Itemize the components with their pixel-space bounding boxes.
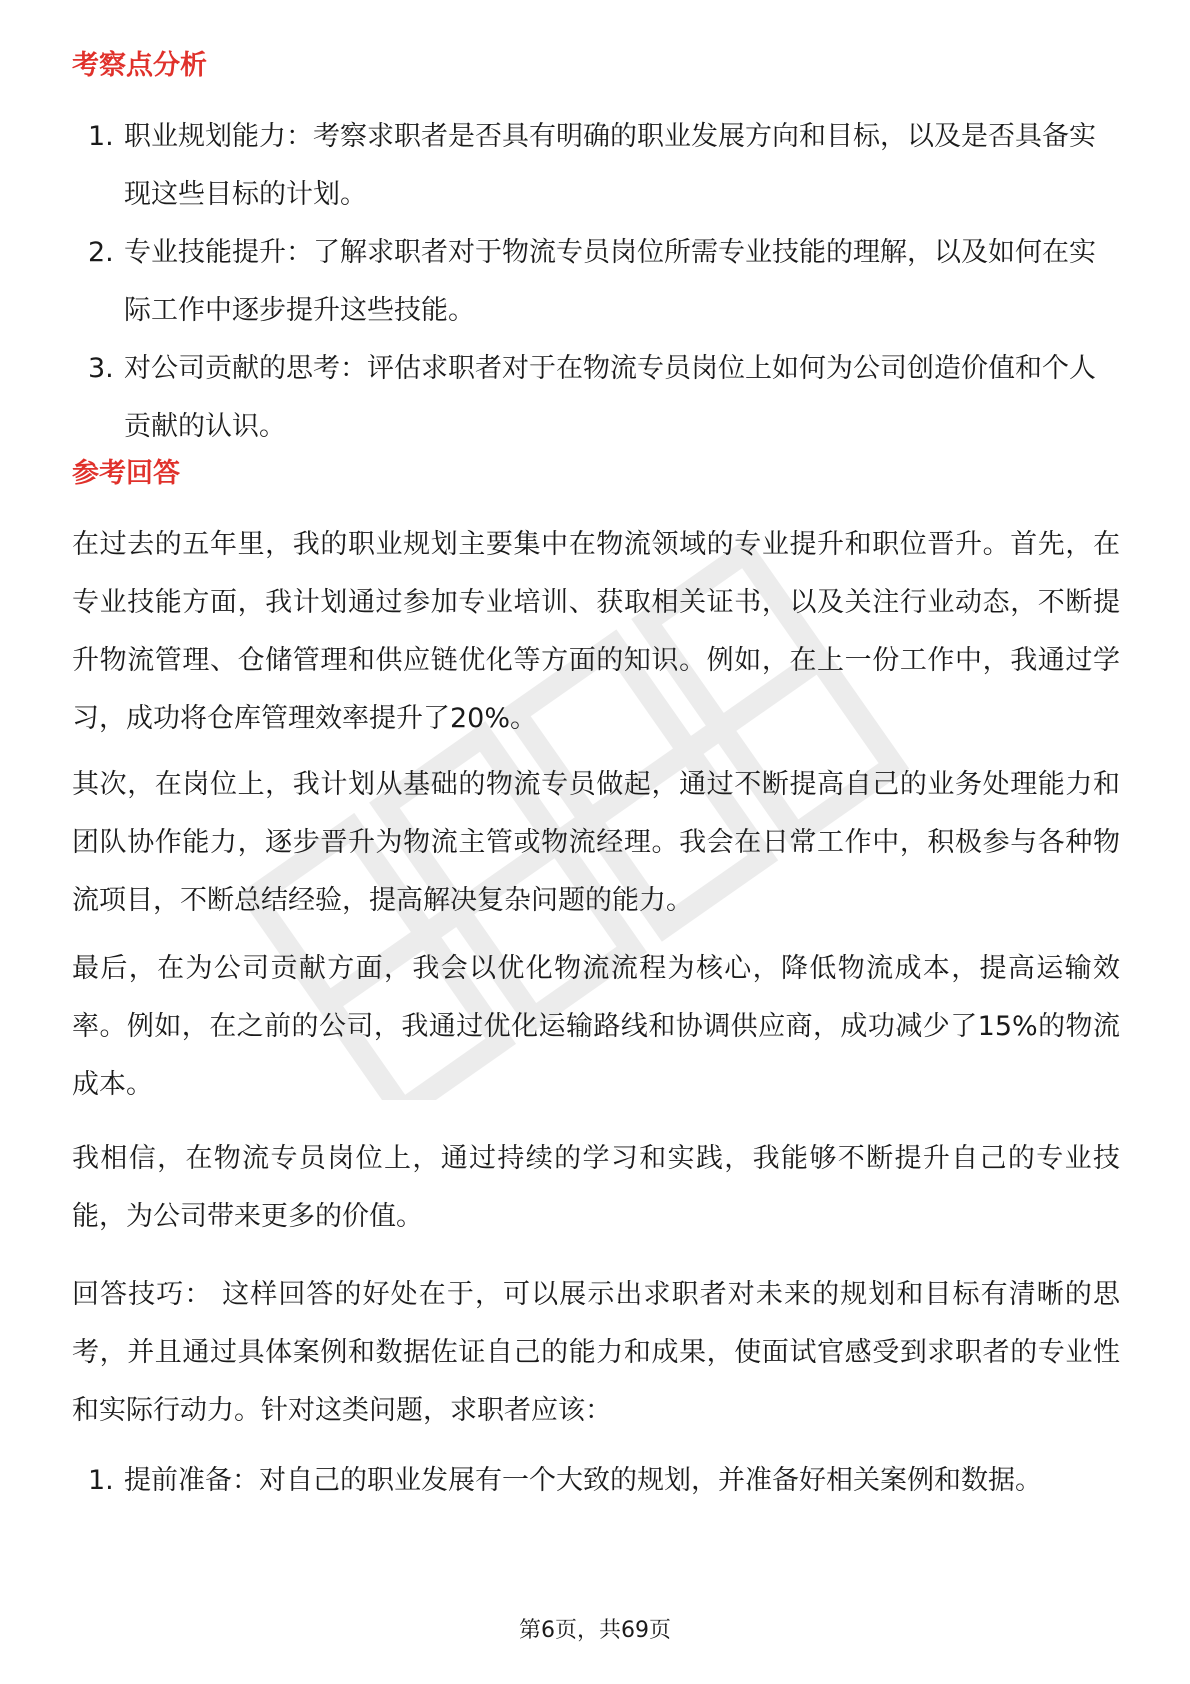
list-item	[72, 340, 1122, 456]
list-item	[72, 108, 1122, 224]
list-item	[72, 224, 1122, 340]
list-item-number: 1.	[88, 121, 114, 152]
list-item-text: 专业技能提升：了解求职者对于物流专员岗位所需专业技能的理解，以及如何在实际工作中逐步提升这些技能。	[124, 237, 1096, 326]
tips-list	[72, 1452, 1122, 1510]
list-item-text: 提前准备：对自己的职业发展有一个大致的规划，并准备好相关案例和数据。	[124, 1465, 1042, 1496]
page-number-footer: 第6页，共69页	[519, 1618, 671, 1643]
list-item-text: 对公司贡献的思考：评估求职者对于在物流专员岗位上如何为公司创造价值和个人贡献的认识。	[124, 353, 1096, 442]
answer-tips-paragraph: 回答技巧： 这样回答的好处在于，可以展示出求职者对未来的规划和目标有清晰的思考，并且通过具体案例和数据佐证自己的能力和成果，使面试官感受到求职者的专业性和实际行动力。针对这类问题，求职者应该：	[72, 1279, 1120, 1426]
answer-paragraph: 我相信，在物流专员岗位上，通过持续的学习和实践，我能够不断提升自己的专业技能，为公司带来更多的价值。	[72, 1143, 1120, 1232]
list-item-number: 1.	[88, 1465, 114, 1496]
list-item-number: 3.	[88, 353, 114, 384]
list-item-number: 2.	[88, 237, 114, 268]
answer-paragraph: 其次，在岗位上，我计划从基础的物流专员做起，通过不断提高自己的业务处理能力和团队协作能力，逐步晋升为物流主管或物流经理。我会在日常工作中，积极参与各种物流项目，不断总结经验，提高解决复杂问题的能力。	[72, 769, 1120, 916]
answer-paragraph: 最后，在为公司贡献方面，我会以优化物流流程为核心，降低物流成本，提高运输效率。例如，在之前的公司，我通过优化运输路线和协调供应商，成功减少了15%的物流成本。	[72, 953, 1120, 1100]
analysis-section-title: 考察点分析	[72, 50, 207, 81]
list-item-text: 职业规划能力：考察求职者是否具有明确的职业发展方向和目标，以及是否具备实现这些目标的计划。	[124, 121, 1096, 210]
answer-paragraph: 在过去的五年里，我的职业规划主要集中在物流领域的专业提升和职位晋升。首先，在专业技能方面，我计划通过参加专业培训、获取相关证书，以及关注行业动态，不断提升物流管理、仓储管理和供应链优化等方面的知识。例如，在上一份工作中，我通过学习，成功将仓库管理效率提升了20%。	[72, 529, 1120, 734]
list-item	[72, 1452, 1122, 1510]
analysis-list	[72, 108, 1122, 456]
answer-section-title: 参考回答	[72, 458, 180, 489]
